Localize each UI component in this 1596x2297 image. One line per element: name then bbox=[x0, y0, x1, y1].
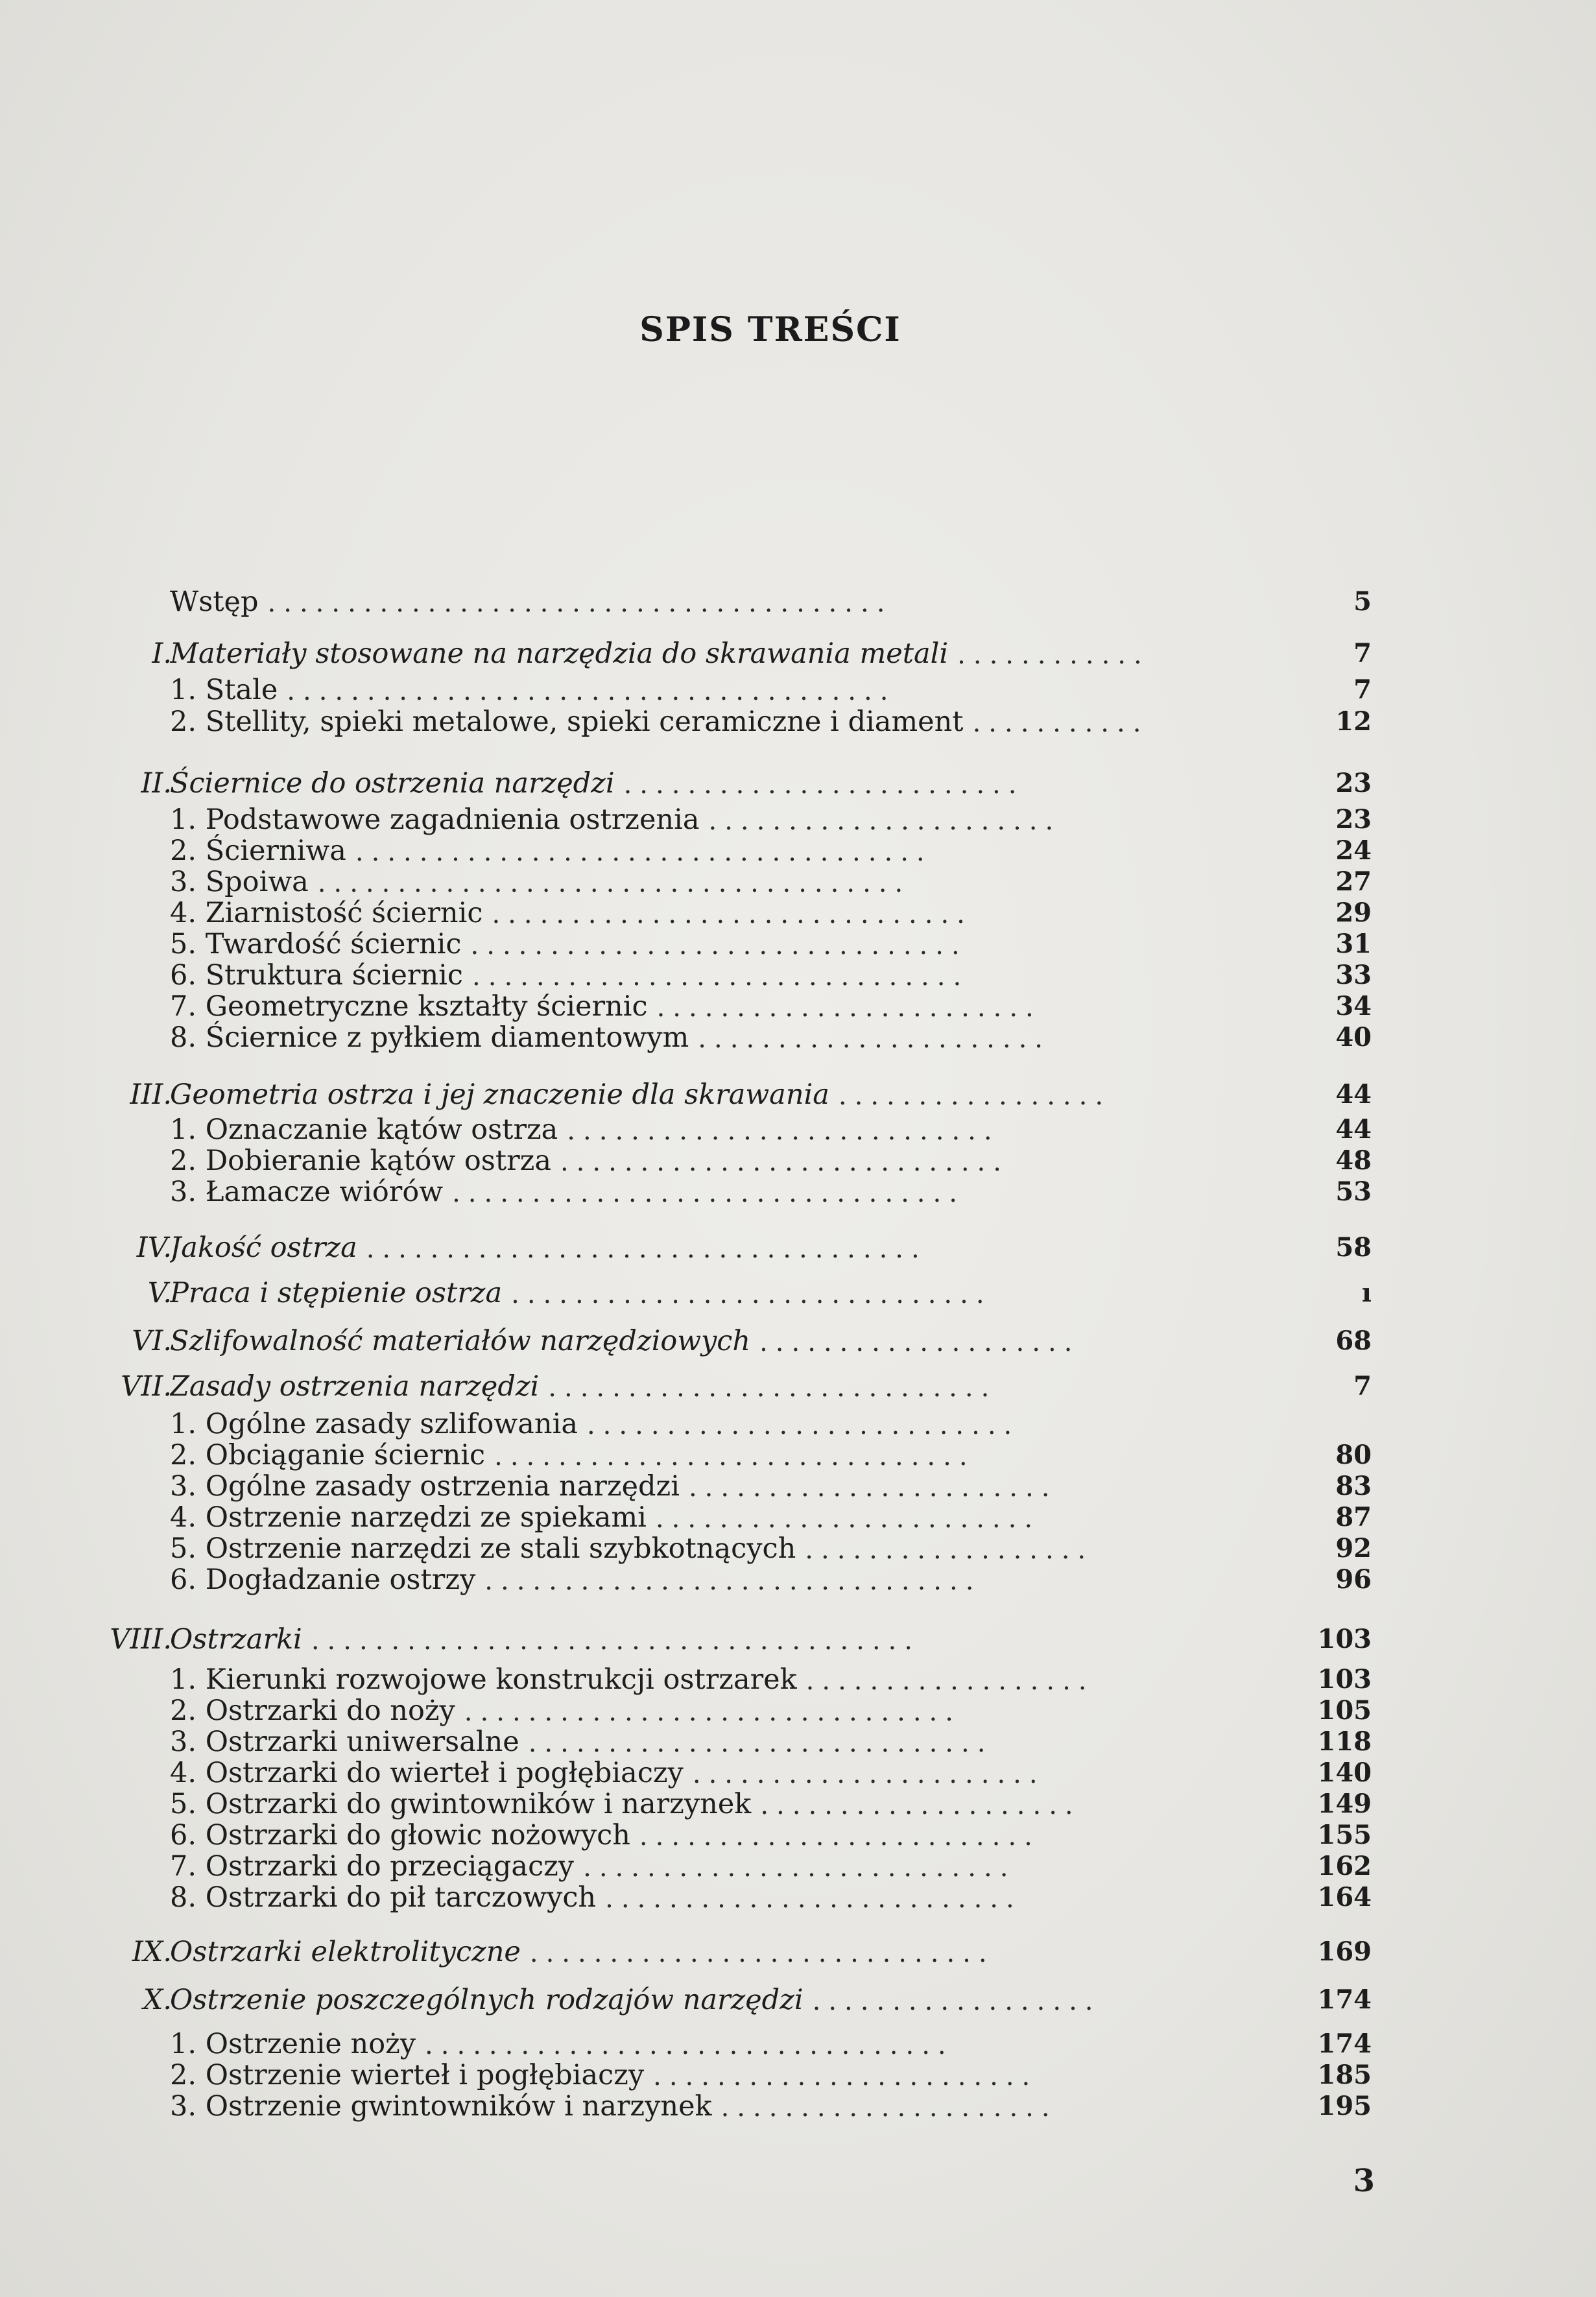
page-title: SPIS TREŚCI bbox=[639, 310, 901, 350]
toc-page-number: 7 bbox=[1353, 638, 1372, 669]
toc-page-number: 87 bbox=[1335, 1502, 1372, 1532]
toc-chapter-row bbox=[0, 1323, 1596, 1359]
toc-entry-text: 3. Ostrzarki uniwersalne bbox=[170, 1726, 519, 1758]
page-number: 3 bbox=[1353, 2163, 1375, 2199]
toc-entry-text: 1. Podstawowe zagadnienia ostrzenia bbox=[170, 803, 700, 836]
toc-page-number: 5 bbox=[1353, 586, 1372, 617]
leader-dots: ......................... bbox=[639, 1822, 1040, 1851]
leader-dots: .................. bbox=[805, 1535, 1094, 1565]
toc-page-number: 80 bbox=[1335, 1440, 1372, 1470]
toc-page-number: 53 bbox=[1335, 1176, 1372, 1207]
leader-dots: ...................... bbox=[698, 1024, 1051, 1054]
leader-dots: ............................ bbox=[548, 1373, 997, 1403]
toc-entry-text: 1. Stale bbox=[170, 674, 278, 706]
toc-entry-text: 3. Ostrzenie gwintowników i narzynek bbox=[170, 2090, 712, 2123]
chapter-number: VIII. bbox=[110, 1623, 172, 1656]
leader-dots: ............ bbox=[957, 640, 1150, 670]
toc-entry-text: 5. Ostrzarki do gwintowników i narzynek bbox=[170, 1788, 752, 1820]
toc-entry-text: 2. Ostrzenie wierteł i pogłębiaczy bbox=[170, 2059, 645, 2091]
toc-section-row bbox=[0, 704, 1596, 740]
toc-chapter-row bbox=[0, 1368, 1596, 1405]
toc-page-number: 169 bbox=[1317, 1936, 1372, 1967]
leader-dots: ........................ bbox=[655, 1504, 1041, 1534]
leader-dots: ........................... bbox=[567, 1116, 1000, 1146]
toc-entry-text: 2. Obciąganie ściernic bbox=[170, 1439, 486, 1471]
toc-page-number: 29 bbox=[1335, 898, 1372, 928]
chapter-number: X. bbox=[143, 1984, 172, 2016]
leader-dots: ...................... bbox=[692, 1759, 1045, 1789]
toc-entry-text: 4. Ostrzenie narzędzi ze spiekami bbox=[170, 1501, 647, 1534]
toc-chapter-row bbox=[0, 1275, 1596, 1311]
leader-dots: ............................... bbox=[484, 1566, 982, 1596]
toc-page-number: 118 bbox=[1317, 1726, 1372, 1757]
toc-page-number: 103 bbox=[1317, 1664, 1372, 1695]
toc-entry-text: Praca i stępienie ostrza bbox=[170, 1277, 503, 1309]
toc-entry-text: Materiały stosowane na narzędzia do skrawania metali bbox=[170, 637, 949, 670]
toc-entry-text: 2. Ścierniwa bbox=[170, 835, 346, 867]
toc-section-row bbox=[0, 1562, 1596, 1598]
toc-entry-text: 2. Stellity, spieki metalowe, spieki ceramiczne i diament bbox=[170, 706, 964, 738]
toc-page-number: 155 bbox=[1317, 1820, 1372, 1850]
toc-entry-text: Zasady ostrzenia narzędzi bbox=[170, 1370, 540, 1403]
chapter-number: I. bbox=[152, 637, 172, 670]
toc-entry-text: 6. Ostrzarki do głowic nożowych bbox=[170, 1819, 630, 1851]
toc-chapter-row bbox=[0, 1982, 1596, 2018]
toc-entry-text: 8. Ściernice z pyłkiem diamentowym bbox=[170, 1021, 689, 1054]
chapter-number: II. bbox=[141, 767, 172, 800]
chapter-number: VI. bbox=[132, 1325, 172, 1357]
toc-page-number: 44 bbox=[1335, 1114, 1372, 1145]
leader-dots: .............................. bbox=[511, 1279, 992, 1309]
toc-entry-text: 1. Ostrzenie noży bbox=[170, 2028, 416, 2060]
toc-chapter-row bbox=[0, 765, 1596, 802]
toc-page-number: 44 bbox=[1335, 1079, 1372, 1110]
toc-entry-text: 4. Ziarnistość ściernic bbox=[170, 897, 483, 929]
toc-section-row bbox=[0, 1174, 1596, 1210]
leader-dots: ............................. bbox=[529, 1938, 995, 1968]
toc-entry-text: Geometria ostrza i jej znaczenie dla skrawania bbox=[170, 1078, 829, 1111]
leader-dots: ..................... bbox=[721, 2093, 1058, 2123]
toc-chapter-row bbox=[0, 636, 1596, 672]
leader-dots: ............................... bbox=[464, 1697, 961, 1727]
toc-page-number: 58 bbox=[1335, 1232, 1372, 1263]
toc-page-number: 105 bbox=[1317, 1695, 1372, 1726]
toc-page-number: 7 bbox=[1353, 674, 1372, 705]
leader-dots: .......................... bbox=[605, 1884, 1022, 1914]
chapter-number: V. bbox=[147, 1277, 172, 1309]
toc-page-number: 174 bbox=[1317, 2029, 1372, 2059]
toc-entry-text: 1. Ogólne zasady szlifowania bbox=[170, 1408, 578, 1440]
leader-dots: ......................... bbox=[623, 770, 1025, 800]
toc-page-number: 23 bbox=[1335, 804, 1372, 835]
toc-page-number: 83 bbox=[1335, 1471, 1372, 1501]
toc-page-number: 185 bbox=[1317, 2060, 1372, 2090]
toc-page-number: 34 bbox=[1335, 991, 1372, 1021]
leader-dots: ....................... bbox=[688, 1473, 1058, 1503]
leader-dots: .................................... bbox=[355, 837, 933, 867]
toc-entry-text: Ściernice do ostrzenia narzędzi bbox=[170, 767, 615, 800]
leader-dots: ................................. bbox=[425, 2030, 954, 2060]
toc-entry-text: 3. Spoiwa bbox=[170, 866, 309, 898]
leader-dots: .................. bbox=[812, 1986, 1101, 2016]
toc-page-number: ı bbox=[1361, 1278, 1372, 1308]
leader-dots: ...................................... bbox=[287, 676, 896, 706]
toc-page-number: 149 bbox=[1317, 1789, 1372, 1819]
toc-chapter-row bbox=[0, 1230, 1596, 1266]
toc-section-row bbox=[0, 1019, 1596, 1056]
toc-section-row bbox=[0, 584, 1596, 620]
leader-dots: ............................... bbox=[472, 962, 970, 992]
toc-entry-text: Ostrzarki bbox=[170, 1623, 302, 1656]
toc-entry-text: 6. Struktura ściernic bbox=[170, 959, 464, 992]
leader-dots: ............................. bbox=[528, 1728, 994, 1758]
leader-dots: ....................................... bbox=[267, 588, 893, 618]
toc-entry-text: 7. Ostrzarki do przeciągaczy bbox=[170, 1850, 575, 1883]
leader-dots: ................................ bbox=[452, 1178, 965, 1208]
toc-page-number: 162 bbox=[1317, 1851, 1372, 1881]
toc-page-number: 12 bbox=[1335, 706, 1372, 737]
toc-entry-text: 3. Łamacze wiórów bbox=[170, 1176, 444, 1208]
toc-page-number: 33 bbox=[1335, 960, 1372, 990]
chapter-number: VII. bbox=[121, 1370, 172, 1403]
leader-dots: ..................................... bbox=[317, 868, 911, 898]
toc-page-number: 164 bbox=[1317, 1882, 1372, 1912]
toc-page-number: 140 bbox=[1317, 1757, 1372, 1788]
toc-section-row bbox=[0, 2088, 1596, 2124]
toc-page-number: 7 bbox=[1353, 1371, 1372, 1401]
leader-dots: .................... bbox=[760, 1791, 1081, 1820]
leader-dots: ................. bbox=[838, 1081, 1112, 1111]
toc-entry-text: 2. Dobieranie kątów ostrza bbox=[170, 1145, 551, 1177]
leader-dots: ........................ bbox=[653, 2062, 1038, 2091]
toc-entry-text: 5. Ostrzenie narzędzi ze stali szybkotnących bbox=[170, 1532, 796, 1565]
chapter-number: III. bbox=[130, 1078, 172, 1111]
toc-entry-text: 4. Ostrzarki do wierteł i pogłębiaczy bbox=[170, 1757, 684, 1789]
leader-dots: .............................. bbox=[492, 899, 973, 929]
leader-dots: ........................ bbox=[656, 993, 1042, 1023]
toc-entry-text: 1. Oznaczanie kątów ostrza bbox=[170, 1113, 558, 1146]
toc-page-number: 31 bbox=[1335, 929, 1372, 959]
leader-dots: .................... bbox=[759, 1327, 1080, 1357]
toc-page-number: 24 bbox=[1335, 835, 1372, 866]
toc-page-number: 174 bbox=[1317, 1984, 1372, 2015]
leader-dots: ...................................... bbox=[311, 1626, 920, 1656]
toc-page-number: 40 bbox=[1335, 1022, 1372, 1053]
toc-entry-text: 6. Dogładzanie ostrzy bbox=[170, 1564, 476, 1596]
leader-dots: ............................... bbox=[470, 931, 968, 960]
chapter-number: IX. bbox=[132, 1936, 172, 1968]
toc-entry-text: 3. Ogólne zasady ostrzenia narzędzi bbox=[170, 1470, 680, 1503]
toc-page-number: 23 bbox=[1335, 768, 1372, 798]
toc-entry-text: Szlifowalność materiałów narzędziowych bbox=[170, 1325, 751, 1357]
leader-dots: ........... bbox=[972, 708, 1149, 738]
toc-chapter-row bbox=[0, 1077, 1596, 1113]
toc-entry-text: Ostrzarki elektrolityczne bbox=[170, 1936, 521, 1968]
toc-chapter-row bbox=[0, 1621, 1596, 1658]
toc-page-number: 27 bbox=[1335, 866, 1372, 897]
leader-dots: ...................... bbox=[708, 806, 1062, 836]
toc-chapter-row bbox=[0, 1934, 1596, 1970]
leader-dots: ................................... bbox=[366, 1234, 927, 1264]
chapter-number: IV. bbox=[136, 1232, 172, 1264]
leader-dots: ............................ bbox=[560, 1147, 1009, 1177]
toc-page-number: 96 bbox=[1335, 1564, 1372, 1595]
toc-page-number: 103 bbox=[1317, 1624, 1372, 1654]
toc-entry-text: 8. Ostrzarki do pił tarczowych bbox=[170, 1881, 597, 1914]
toc-entry-text: Ostrzenie poszczególnych rodzajów narzędzi bbox=[170, 1984, 804, 2016]
toc-section-row bbox=[0, 1879, 1596, 1916]
toc-entry-text: 2. Ostrzarki do noży bbox=[170, 1695, 455, 1727]
leader-dots: ........................... bbox=[583, 1853, 1016, 1883]
toc-page-number: 195 bbox=[1317, 2091, 1372, 2121]
toc-page-number: 48 bbox=[1335, 1145, 1372, 1176]
toc-entry-text: 1. Kierunki rozwojowe konstrukcji ostrzarek bbox=[170, 1663, 797, 1696]
toc-entry-text: 5. Twardość ściernic bbox=[170, 928, 462, 960]
toc-entry-text: Jakość ostrza bbox=[170, 1232, 357, 1264]
toc-entry-text: 7. Geometryczne kształty ściernic bbox=[170, 990, 648, 1023]
toc-entry-text: Wstęp bbox=[170, 586, 259, 618]
leader-dots: .................. bbox=[805, 1666, 1095, 1696]
leader-dots: .............................. bbox=[494, 1442, 975, 1471]
toc-page-number: 92 bbox=[1335, 1533, 1372, 1564]
toc-page-number: 68 bbox=[1335, 1326, 1372, 1356]
toc-section-row bbox=[0, 672, 1596, 708]
leader-dots: ........................... bbox=[586, 1410, 1020, 1440]
